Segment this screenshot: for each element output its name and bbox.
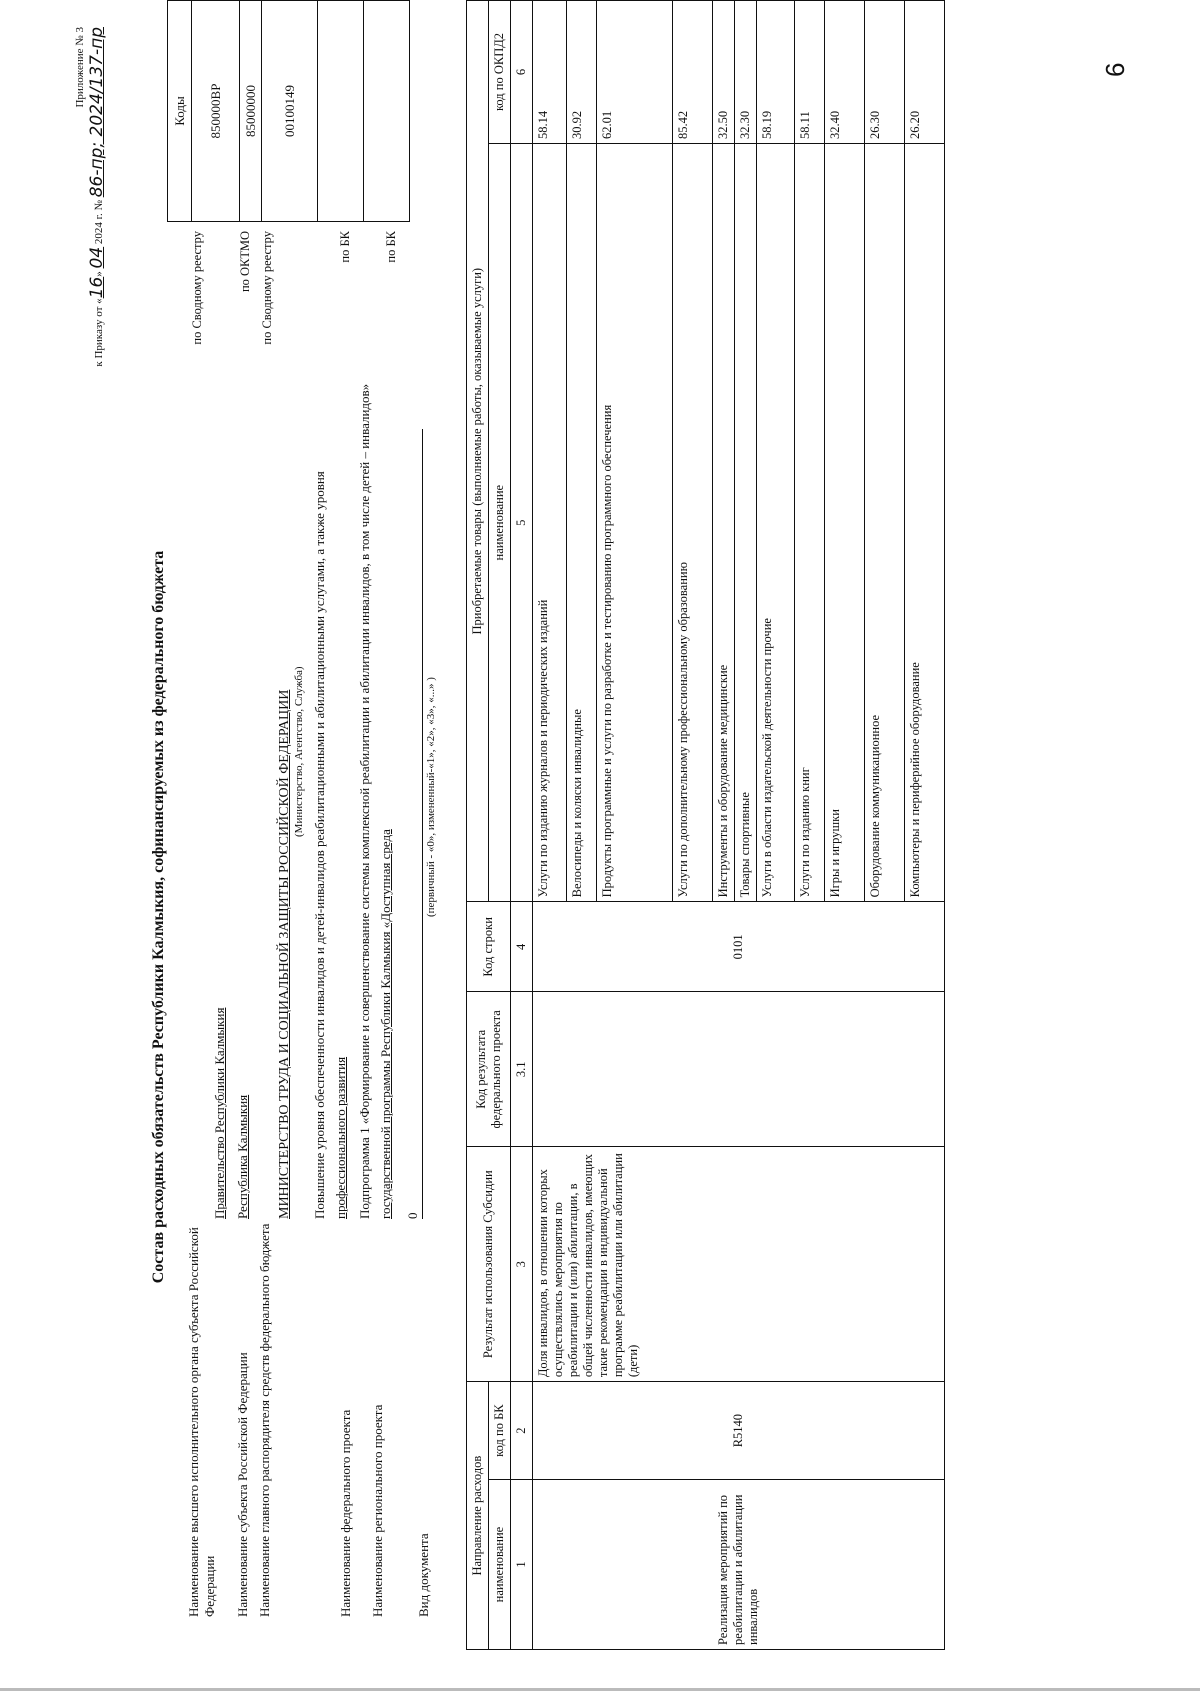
value-exec-body: Правительство Республики Калмыкия — [212, 1007, 227, 1219]
value-gbrs-note: (Министерство, Агентство, Служба) — [293, 666, 305, 837]
label-gbrs: Наименование главного распорядителя средств федерального бюджета — [257, 1223, 272, 1617]
goods-name: Игры и игрушки — [825, 143, 865, 901]
label-doc-type: Вид документа — [416, 1533, 431, 1617]
th-bk: код по БК — [489, 1382, 511, 1480]
label-reg-project: Наименование регионального проекта — [370, 1404, 385, 1617]
code-label-bk-1: по БК — [338, 231, 352, 263]
goods-okpd: 26.30 — [865, 1, 905, 144]
cell-bk-code: R5140 — [533, 1382, 945, 1480]
goods-okpd: 30.92 — [567, 1, 597, 144]
code-svod-2: 00100149 — [262, 1, 318, 222]
th-num-6: 6 — [511, 1, 533, 144]
cell-fp-code — [533, 992, 945, 1147]
th-num-1: 1 — [511, 1480, 533, 1650]
code-bk-2 — [364, 1, 410, 222]
code-label-oktmo: по ОКТМО — [238, 231, 252, 293]
codes-table — [167, 0, 410, 222]
th-name: наименование — [489, 1480, 511, 1650]
goods-name: Компьютеры и периферийное оборудование — [905, 143, 945, 901]
goods-okpd: 62.01 — [597, 1, 673, 144]
label-exec-body: Наименование высшего исполнительного органа субъекта Российской Федерации — [186, 1227, 217, 1617]
goods-name: Услуги по изданию журналов и периодических изданий — [533, 143, 567, 901]
code-bk-1 — [318, 1, 364, 222]
th-direction: Направление расходов — [467, 1382, 489, 1650]
code-label-bk-2: по БК — [384, 231, 398, 263]
page-number: 6 — [1100, 62, 1130, 77]
th-num-3-1: 3.1 — [511, 992, 533, 1147]
appendix-block — [74, 27, 108, 397]
th-row-code: Код строки — [467, 902, 511, 992]
th-okpd: код по ОКПД2 — [489, 1, 511, 144]
goods-name: Услуги по дополнительному профессиональному образованию — [673, 143, 713, 901]
goods-okpd: 58.19 — [757, 1, 795, 144]
goods-okpd: 32.40 — [825, 1, 865, 144]
appendix-month: 04 — [87, 246, 108, 269]
goods-name: Оборудование коммуникационное — [865, 143, 905, 901]
scan-edge-line — [0, 1688, 1200, 1691]
codes-header: Коды — [168, 1, 192, 222]
goods-okpd: 85.42 — [673, 1, 713, 144]
goods-name: Услуги в области издательской деятельности прочие — [757, 143, 795, 901]
goods-name: Велосипеды и коляски инвалидные — [567, 143, 597, 901]
th-fp-code: Код результата федерального проекта — [467, 992, 511, 1147]
goods-name: Услуги по изданию книг — [795, 143, 825, 901]
code-oktmo: 85000000 — [240, 1, 262, 222]
appendix-number: 86-пр; 2024/137-пр — [87, 27, 108, 198]
goods-okpd: 32.50 — [713, 1, 735, 144]
th-num-4: 4 — [511, 902, 533, 992]
label-subject: Наименование субъекта Российской Федерации — [235, 1352, 250, 1617]
code-label-svod-1: по Сводному реестру — [190, 231, 204, 345]
value-reg-project-line2: государственной программы Республики Калмыкия «Доступная среда — [378, 829, 393, 1219]
appendix-order-line: к Приказу от «16» 04 2024 г. № 86-пр; 2024/137-пр — [87, 27, 108, 367]
expenses-table — [466, 0, 945, 1650]
value-fed-project-line1: Повышение уровня обеспеченности инвалидов и детей-инвалидов реабилитационными и абилитационными услугами, а также уровня — [312, 471, 327, 1219]
th-goods-name: наименование — [489, 143, 511, 901]
cell-result: Доля инвалидов, в отношении которых осуществлялись мероприятия по реабилитации и (или) абилитации, в общей численности инвалидов, имеющих такие рекомендации в индивидуальной программе реабилитации или абилитации (дети) — [533, 1147, 945, 1382]
th-num-5: 5 — [511, 143, 533, 901]
value-fed-project-line2: профессионального развития — [333, 1056, 348, 1219]
value-subject: Республика Калмыкия — [235, 1094, 250, 1219]
goods-name: Инструменты и оборудование медицинские — [713, 143, 735, 901]
th-num-2: 2 — [511, 1382, 533, 1480]
document-title: Состав расходных обязательств Республики Калмыкия, софинансируемых из федерального бюджета — [150, 550, 167, 1284]
goods-okpd: 26.20 — [905, 1, 945, 144]
goods-okpd: 58.11 — [795, 1, 825, 144]
th-result: Результат использования Субсидии — [467, 1147, 511, 1382]
goods-okpd: 32.30 — [735, 1, 757, 144]
label-fed-project: Наименование федерального проекта — [338, 1409, 353, 1617]
code-svod-1: 850000ВР — [192, 1, 240, 222]
cell-direction-name: Реализация мероприятий по реабилитации и абилитации инвалидов — [533, 1480, 945, 1650]
th-num-3: 3 — [511, 1147, 533, 1382]
value-reg-project-line1: Подпрограмма 1 «Формирование и совершенствование системы комплексной реабилитации и абилитации инвалидов, в том числе детей – инвалидов» — [357, 383, 372, 1219]
appendix-title: Приложение № 3 — [74, 27, 86, 108]
cell-row-code: 0101 — [533, 902, 945, 992]
appendix-day: 16 — [87, 276, 108, 299]
code-label-svod-2: по Сводному реестру — [260, 231, 274, 345]
th-goods: Приобретаемые товары (выполняемые работы, оказываемые услуги) — [467, 1, 489, 902]
doc-type-underline — [422, 429, 423, 1219]
goods-okpd: 58.14 — [533, 1, 567, 144]
value-doc-type: 0 — [405, 1212, 420, 1219]
goods-name: Продукты программные и услуги по разработке и тестированию программного обеспечения — [597, 143, 673, 901]
value-gbrs: МИНИСТЕРСТВО ТРУДА И СОЦИАЛЬНОЙ ЗАЩИТЫ РОССИЙСКОЙ ФЕДЕРАЦИИ — [277, 689, 292, 1219]
value-doc-type-note: (первичный - «0», измененный-«1», «2», «3», «...» ) — [425, 677, 437, 917]
goods-name: Товары спортивные — [735, 143, 757, 901]
